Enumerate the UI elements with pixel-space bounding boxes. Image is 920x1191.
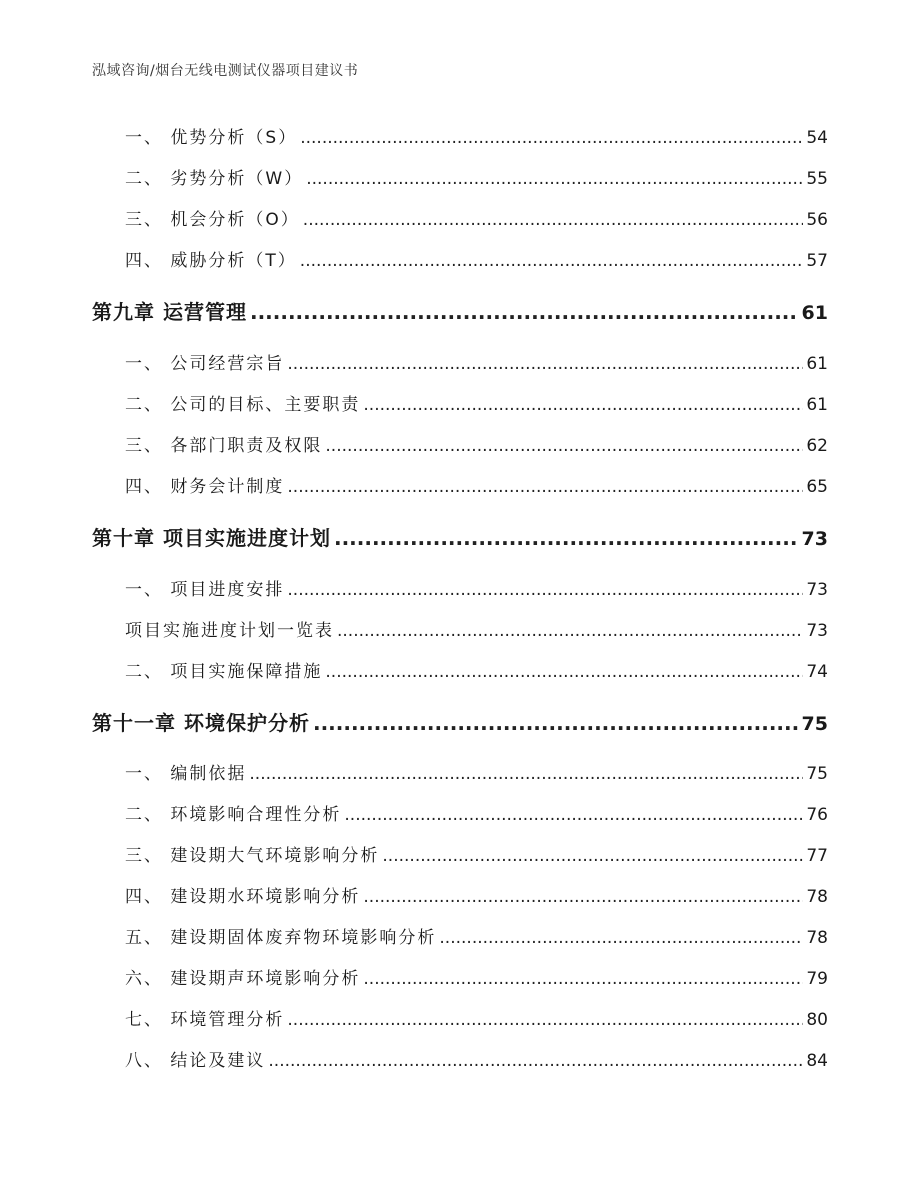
- toc-entry-label: 六、 建设期声环境影响分析: [125, 969, 361, 989]
- toc-leader-dots: [287, 580, 803, 600]
- toc-leader-dots: [287, 477, 803, 497]
- toc-entry-label: 四、 建设期水环境影响分析: [125, 887, 361, 907]
- toc-leader-dots: [306, 169, 803, 189]
- toc-page-number: 61: [806, 354, 828, 374]
- toc-entry[interactable]: [125, 431, 828, 456]
- toc-entry[interactable]: [125, 349, 828, 374]
- toc-leader-dots: [300, 251, 804, 271]
- toc-chapter-label: 第九章 运营管理: [92, 300, 247, 324]
- toc-entry-label: 三、 机会分析（O）: [125, 210, 300, 230]
- toc-page-number: 78: [806, 928, 828, 948]
- toc-page-number: 76: [806, 805, 828, 825]
- toc-leader-dots: [439, 928, 803, 948]
- toc-leader-dots: [382, 846, 803, 866]
- toc-leader-dots: [363, 887, 803, 907]
- toc-page-number: 56: [806, 210, 828, 230]
- toc-chapter-label: 第十一章 环境保护分析: [92, 711, 310, 735]
- toc-leader-dots: [250, 300, 799, 324]
- toc-page-number: 79: [806, 969, 828, 989]
- toc-entry[interactable]: [125, 472, 828, 497]
- toc-entry-label: 七、 环境管理分析: [125, 1010, 285, 1030]
- toc-entry-label: 三、 建设期大气环境影响分析: [125, 846, 380, 866]
- toc-page-number: 57: [806, 251, 828, 271]
- toc-chapter-label: 第十章 项目实施进度计划: [92, 526, 331, 550]
- toc-page-number: 74: [806, 662, 828, 682]
- toc-leader-dots: [334, 526, 799, 550]
- toc-entry[interactable]: [125, 1046, 828, 1071]
- toc-page-number: 75: [806, 764, 828, 784]
- toc-entry-label: 八、 结论及建议: [125, 1051, 266, 1071]
- toc-entry[interactable]: [125, 882, 828, 907]
- toc-page-number: 73: [806, 580, 828, 600]
- toc-entry[interactable]: [125, 123, 828, 148]
- toc-leader-dots: [287, 354, 803, 374]
- toc-page-number: 78: [806, 887, 828, 907]
- toc-entry[interactable]: [125, 164, 828, 189]
- toc-page-number: 80: [806, 1010, 828, 1030]
- header-divider: [92, 88, 828, 89]
- toc-entry[interactable]: [125, 657, 828, 682]
- toc-leader-dots: [325, 662, 803, 682]
- toc-leader-dots: [325, 436, 803, 456]
- toc-entry-label: 四、 财务会计制度: [125, 477, 285, 497]
- toc-entry[interactable]: [125, 964, 828, 989]
- toc-leader-dots: [313, 711, 799, 735]
- toc-entry[interactable]: [125, 1005, 828, 1030]
- toc-entry-label: 项目实施进度计划一览表: [125, 621, 334, 641]
- toc-entry-label: 三、 各部门职责及权限: [125, 436, 323, 456]
- toc-entry-label: 五、 建设期固体废弃物环境影响分析: [125, 928, 437, 948]
- toc-page-number: 75: [801, 713, 828, 735]
- toc-entry[interactable]: [125, 923, 828, 948]
- toc-leader-dots: [363, 395, 803, 415]
- toc-entry-label: 一、 优势分析（S）: [125, 128, 298, 148]
- toc-page-number: 77: [806, 846, 828, 866]
- toc-entry[interactable]: [125, 390, 828, 415]
- toc-page-number: 54: [806, 128, 828, 148]
- toc-leader-dots: [363, 969, 803, 989]
- toc-leader-dots: [303, 210, 804, 230]
- toc-entry-label: 一、 项目进度安排: [125, 580, 285, 600]
- toc-page-number: 55: [806, 169, 828, 189]
- toc-entry-label: 二、 项目实施保障措施: [125, 662, 323, 682]
- toc-chapter-entry[interactable]: [92, 707, 828, 736]
- toc-chapter-entry[interactable]: [92, 296, 828, 325]
- toc-entry[interactable]: [125, 616, 828, 641]
- toc-entry[interactable]: [125, 841, 828, 866]
- toc-page-number: 73: [801, 528, 828, 550]
- toc-entry-label: 二、 劣势分析（W）: [125, 169, 304, 189]
- toc-entry[interactable]: [125, 759, 828, 784]
- toc-entry-label: 一、 公司经营宗旨: [125, 354, 285, 374]
- toc-chapter-entry[interactable]: [92, 522, 828, 551]
- toc-entry-label: 二、 环境影响合理性分析: [125, 805, 342, 825]
- toc-leader-dots: [268, 1051, 803, 1071]
- toc-page-number: 61: [806, 395, 828, 415]
- toc-entry-label: 一、 编制依据: [125, 764, 247, 784]
- toc-entry[interactable]: [125, 575, 828, 600]
- toc-page-number: 73: [806, 621, 828, 641]
- toc-page-number: 84: [806, 1051, 828, 1071]
- running-header: 泓域咨询/烟台无线电测试仪器项目建议书: [92, 63, 359, 79]
- toc-page-number: 61: [801, 302, 828, 324]
- toc-entry-label: 四、 威胁分析（T）: [125, 251, 297, 271]
- toc-leader-dots: [300, 128, 803, 148]
- toc-leader-dots: [344, 805, 803, 825]
- toc-entry[interactable]: [125, 205, 828, 230]
- toc-entry-label: 二、 公司的目标、主要职责: [125, 395, 361, 415]
- toc-leader-dots: [287, 1010, 803, 1030]
- toc-page-number: 65: [806, 477, 828, 497]
- toc-leader-dots: [249, 764, 803, 784]
- toc-entry[interactable]: [125, 246, 828, 271]
- toc-leader-dots: [337, 621, 803, 641]
- toc-page-number: 62: [806, 436, 828, 456]
- toc-entry[interactable]: [125, 800, 828, 825]
